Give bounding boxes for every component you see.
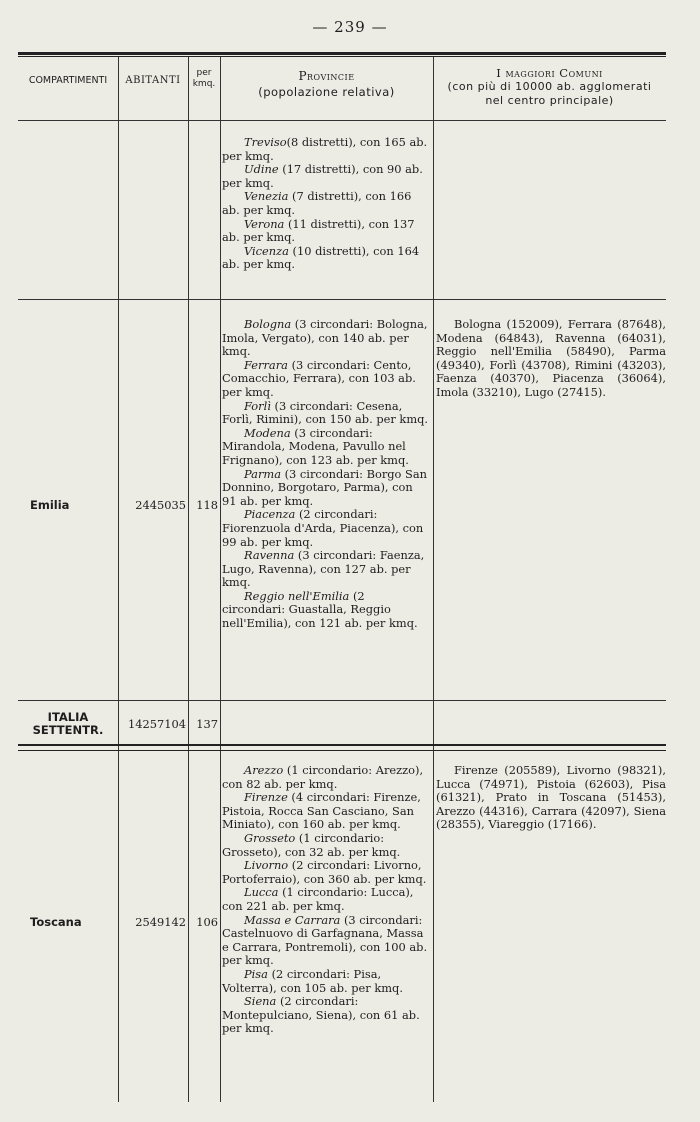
province-name: Ferrara (244, 357, 288, 372)
province-entry (222, 318, 430, 359)
emilia-per-kmq: 118 (196, 498, 218, 512)
province-detail: (8 distretti), con 165 ab. per kmq. (222, 135, 428, 163)
province-entry (222, 218, 430, 245)
province-entry (222, 832, 430, 859)
province-name: Udine (244, 162, 279, 177)
province-detail: (1 circondario: Arezzo), con 82 ab. per kmq. (222, 763, 424, 791)
province-detail: (3 circondari: Faenza, Lugo, Ravenna), con 127 ab. per kmq. (222, 548, 425, 590)
province-detail: (7 distretti), con 166 ab. per kmq. (222, 189, 412, 217)
toscana-name: Toscana (30, 915, 82, 929)
province-name: Piacenza (244, 507, 296, 522)
toscana-abitanti: 2549142 (135, 915, 186, 929)
toscana-provinces (222, 764, 430, 1036)
province-name: Reggio nell'Emilia (244, 588, 350, 603)
province-entry (222, 136, 430, 163)
toscana-per-kmq: 106 (196, 915, 218, 929)
statistics-table (18, 52, 666, 1102)
province-detail: (4 circondari: Firenze, Pistoia, Rocca San Casciano, San Miniato), con 160 ab. per kmq. (222, 790, 421, 832)
italia-settentr-abitanti: 14257104 (128, 717, 186, 731)
col-divider (118, 57, 119, 1102)
row-rule (18, 299, 666, 300)
province-entry (222, 359, 430, 400)
province-name: Parma (244, 466, 281, 481)
province-entry (222, 400, 430, 427)
header-abitanti: ABITANTI (125, 75, 181, 86)
header-rule (18, 120, 666, 121)
province-detail: (3 circondari: Castelnuovo di Garfagnana, Massa e Carrara, Pontremoli), con 100 ab. per kmq. (222, 912, 428, 968)
province-detail: (1 circondario: Lucca), con 221 ab. per kmq. (222, 885, 414, 913)
province-detail: (17 distretti), con 90 ab. per kmq. (222, 162, 423, 190)
province-detail: (3 circondari: Cento, Comacchio, Ferrara), con 103 ab. per kmq. (222, 357, 416, 399)
province-name: Bologna (244, 317, 292, 331)
province-name: Siena (244, 994, 277, 1009)
province-entry (222, 468, 430, 509)
province-name: Arezzo (244, 763, 284, 777)
province-entry (222, 427, 430, 468)
emilia-name: Emilia (30, 498, 70, 512)
province-detail: (3 circondari: Borgo San Donnino, Borgotaro, Parma), con 91 ab. per kmq. (222, 466, 427, 508)
province-entry (222, 914, 430, 968)
province-entry (222, 549, 430, 590)
province-detail: (3 circondari: Mirandola, Modena, Pavullo nel Frignano), con 123 ab. per kmq. (222, 425, 409, 467)
emilia-provinces (222, 318, 430, 631)
top-double-rule (18, 52, 666, 57)
province-name: Treviso (244, 135, 287, 149)
province-name: Vicenza (244, 243, 289, 258)
province-detail: (2 circondari: Fiorenzuola d'Arda, Piacenza), con 99 ab. per kmq. (222, 507, 424, 549)
province-name: Livorno (244, 858, 289, 873)
province-name: Firenze (244, 790, 288, 805)
province-entry (222, 245, 430, 272)
province-detail: (11 distretti), con 137 ab. per kmq. (222, 216, 415, 245)
province-name: Ravenna (244, 548, 295, 563)
province-detail: (3 circondari: Cesena, Forlì, Rimini), con 150 ab. per kmq. (222, 398, 429, 427)
toscana-comuni: Firenze (205589), Livorno (98321), Lucca (74971), Pistoia (62603), Pisa (61321), Prato in Toscana (51453), Arezzo (44316), Carrara (42097), Siena (28355), Viareggio (17166). (436, 763, 666, 832)
province-entry (222, 764, 430, 791)
province-detail: (2 circondari: Montepulciano, Siena), con 61 ab. per kmq. (222, 994, 420, 1036)
province-name: Modena (244, 425, 291, 440)
province-detail: (2 circondari: Guastalla, Reggio nell'Emilia), con 121 ab. per kmq. (222, 588, 418, 631)
province-name: Grosseto (244, 830, 296, 845)
province-entry (222, 995, 430, 1036)
italia-settentr-name: ITALIA SETTENTR. (32, 710, 104, 737)
province-entry (222, 968, 430, 995)
province-name: Verona (244, 216, 285, 231)
province-detail: (1 circondario: Grosseto), con 32 ab. per kmq. (222, 830, 401, 859)
row-rule (18, 700, 666, 701)
emilia-abitanti: 2445035 (135, 498, 186, 512)
header-compartimenti: COMPARTIMENTI (28, 75, 108, 86)
section-double-rule (18, 744, 666, 751)
italia-settentr-per-kmq: 137 (196, 717, 218, 731)
province-name: Venezia (244, 189, 289, 204)
province-name: Forlì (244, 398, 271, 413)
page-number: — 239 — (312, 18, 388, 36)
province-entry (222, 163, 430, 190)
province-entry (222, 190, 430, 217)
header-per-kmq: per kmq. (192, 68, 216, 89)
emilia-comuni: Bologna (152009), Ferrara (87648), Modena (64843), Ravenna (64031), Reggio nell'Emilia (58490), Parma (49340), Forlì (43708), Rimini (43203), Faenza (40370), Piacenza (36064), Imola (33210), Lugo (27415). (436, 317, 666, 399)
header-comuni: I maggiori Comuni (con più di 10000 ab. agglomerati nel centro principale) (447, 66, 652, 107)
province-detail: (2 circondari: Livorno, Portoferraio), con 360 ab. per kmq. (222, 858, 427, 886)
province-detail: (2 circondari: Pisa, Volterra), con 105 ab. per kmq. (222, 966, 403, 995)
province-detail: (3 circondari: Bologna, Imola, Vergato), con 140 ab. per kmq. (222, 317, 428, 359)
province-entry (222, 791, 430, 832)
province-name: Lucca (244, 885, 279, 900)
province-entry (222, 886, 430, 913)
province-detail: (10 distretti), con 164 ab. per kmq. (222, 243, 420, 272)
col-divider (220, 57, 221, 1102)
province-name: Pisa (244, 966, 268, 981)
header-provincie: Provincie (popolazione relativa) (258, 69, 395, 99)
province-name: Massa e Carrara (244, 912, 341, 927)
veneto-provinces (222, 136, 430, 272)
col-divider (188, 57, 189, 1102)
province-entry (222, 590, 430, 631)
province-entry (222, 508, 430, 549)
col-divider (433, 57, 434, 1102)
province-entry (222, 859, 430, 886)
